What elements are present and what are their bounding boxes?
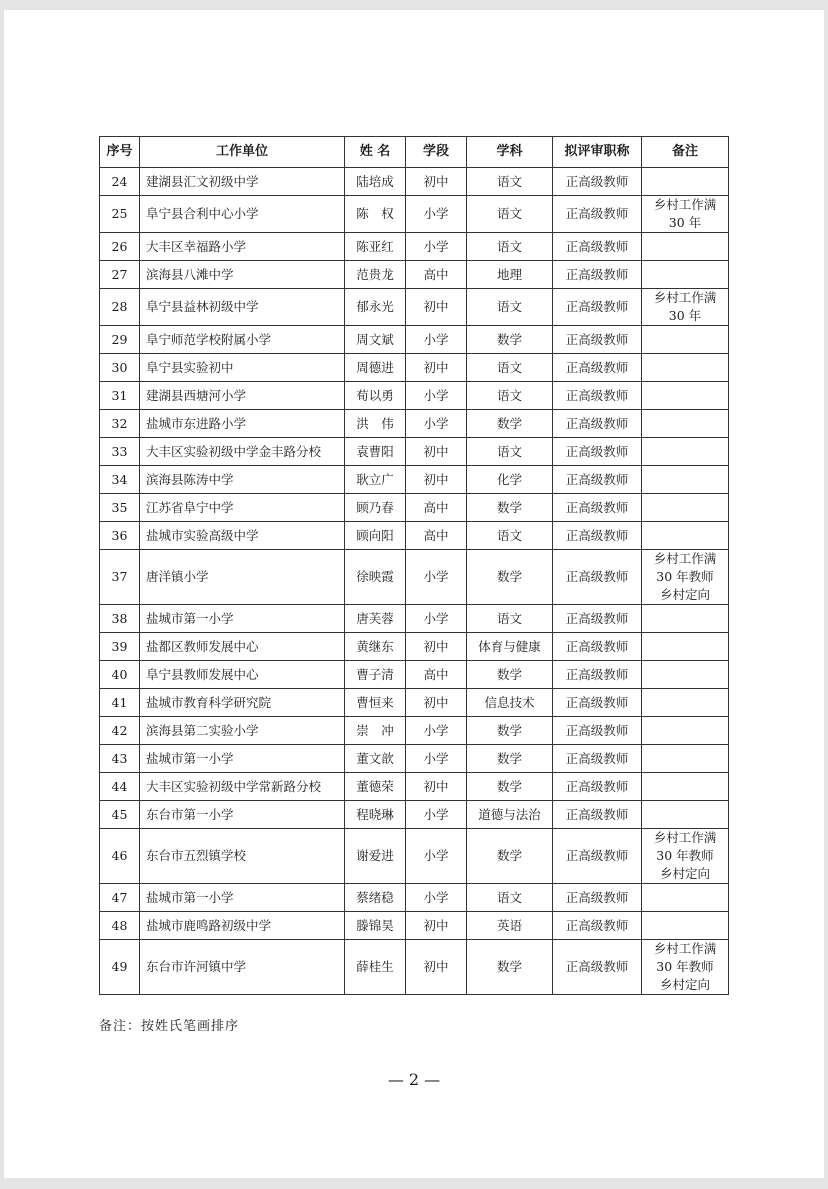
cell-remark: 乡村工作满 30 年教师 乡村定向 [642,550,729,605]
cell-subject: 道德与法治 [467,801,553,829]
cell-proposed-title: 正高级教师 [553,289,642,326]
cell-name: 郁永光 [345,289,406,326]
cell-proposed-title: 正高级教师 [553,912,642,940]
cell-name: 耿立广 [345,466,406,494]
cell-work-unit: 大丰区实验初级中学金丰路分校 [140,438,345,466]
cell-proposed-title: 正高级教师 [553,354,642,382]
cell-serial-number: 35 [100,494,140,522]
cell-serial-number: 47 [100,884,140,912]
cell-proposed-title: 正高级教师 [553,717,642,745]
cell-remark [642,261,729,289]
cell-serial-number: 39 [100,633,140,661]
cell-proposed-title: 正高级教师 [553,438,642,466]
cell-school-stage: 初中 [406,773,467,801]
cell-subject: 信息技术 [467,689,553,717]
cell-work-unit: 东台市五烈镇学校 [140,829,345,884]
cell-remark [642,410,729,438]
cell-work-unit: 滨海县陈涛中学 [140,466,345,494]
cell-name: 陆培成 [345,168,406,196]
table-row [100,745,729,773]
cell-remark [642,466,729,494]
cell-proposed-title: 正高级教师 [553,550,642,605]
cell-school-stage: 小学 [406,326,467,354]
cell-work-unit: 盐城市实验高级中学 [140,522,345,550]
cell-name: 崇 冲 [345,717,406,745]
cell-work-unit: 建湖县汇文初级中学 [140,168,345,196]
table-row [100,605,729,633]
cell-proposed-title: 正高级教师 [553,801,642,829]
cell-serial-number: 49 [100,940,140,995]
cell-remark [642,633,729,661]
cell-name: 范贵龙 [345,261,406,289]
table-row [100,661,729,689]
cell-remark [642,522,729,550]
cell-name: 蔡绪稳 [345,884,406,912]
cell-work-unit: 东台市许河镇中学 [140,940,345,995]
cell-remark: 乡村工作满 30 年 [642,289,729,326]
cell-name: 徐映霞 [345,550,406,605]
table-body [100,168,729,995]
cell-school-stage: 初中 [406,466,467,494]
cell-serial-number: 26 [100,233,140,261]
header-proposed-title: 拟评审职称 [553,137,642,168]
cell-proposed-title: 正高级教师 [553,466,642,494]
cell-subject: 数学 [467,494,553,522]
cell-subject: 体育与健康 [467,633,553,661]
cell-work-unit: 盐城市鹿鸣路初级中学 [140,912,345,940]
cell-serial-number: 24 [100,168,140,196]
cell-serial-number: 43 [100,745,140,773]
cell-proposed-title: 正高级教师 [553,884,642,912]
cell-work-unit: 盐城市第一小学 [140,745,345,773]
table-row [100,717,729,745]
cell-school-stage: 初中 [406,354,467,382]
cell-subject: 语文 [467,233,553,261]
cell-proposed-title: 正高级教师 [553,233,642,261]
cell-serial-number: 45 [100,801,140,829]
cell-work-unit: 大丰区幸福路小学 [140,233,345,261]
cell-name: 唐芙蓉 [345,605,406,633]
header-subject: 学科 [467,137,553,168]
cell-subject: 数学 [467,940,553,995]
cell-school-stage: 高中 [406,494,467,522]
cell-serial-number: 36 [100,522,140,550]
cell-remark [642,494,729,522]
table-row [100,494,729,522]
cell-work-unit: 盐城市东进路小学 [140,410,345,438]
cell-proposed-title: 正高级教师 [553,168,642,196]
cell-work-unit: 盐城市第一小学 [140,605,345,633]
table-row [100,801,729,829]
cell-remark [642,168,729,196]
footnote: 备注：按姓氏笔画排序 [99,1019,240,1034]
cell-subject: 语文 [467,354,553,382]
table-row [100,326,729,354]
cell-proposed-title: 正高级教师 [553,633,642,661]
cell-work-unit: 阜宁县实验初中 [140,354,345,382]
cell-work-unit: 江苏省阜宁中学 [140,494,345,522]
cell-school-stage: 初中 [406,289,467,326]
cell-name: 顾乃春 [345,494,406,522]
cell-name: 黄继东 [345,633,406,661]
header-name: 姓 名 [345,137,406,168]
cell-serial-number: 41 [100,689,140,717]
cell-proposed-title: 正高级教师 [553,382,642,410]
cell-serial-number: 40 [100,661,140,689]
cell-subject: 语文 [467,196,553,233]
table-row [100,410,729,438]
table-row [100,633,729,661]
cell-name: 周德进 [345,354,406,382]
cell-subject: 语文 [467,605,553,633]
cell-subject: 英语 [467,912,553,940]
header-work-unit: 工作单位 [140,137,345,168]
table-row [100,438,729,466]
table-row [100,912,729,940]
cell-subject: 语文 [467,382,553,410]
cell-school-stage: 高中 [406,661,467,689]
table-row [100,289,729,326]
table-header-row [100,137,729,168]
document-page [4,10,824,1178]
cell-name: 董文歆 [345,745,406,773]
cell-work-unit: 盐城市第一小学 [140,884,345,912]
cell-subject: 数学 [467,661,553,689]
cell-work-unit: 阜宁师范学校附属小学 [140,326,345,354]
cell-school-stage: 初中 [406,168,467,196]
cell-serial-number: 30 [100,354,140,382]
cell-proposed-title: 正高级教师 [553,940,642,995]
table-row [100,550,729,605]
cell-school-stage: 小学 [406,550,467,605]
cell-name: 陈 权 [345,196,406,233]
cell-school-stage: 初中 [406,912,467,940]
cell-proposed-title: 正高级教师 [553,661,642,689]
cell-remark [642,326,729,354]
cell-remark [642,438,729,466]
cell-name: 荀以勇 [345,382,406,410]
cell-remark: 乡村工作满 30 年教师 乡村定向 [642,829,729,884]
table-row [100,522,729,550]
cell-serial-number: 29 [100,326,140,354]
cell-work-unit: 盐城市教育科学研究院 [140,689,345,717]
cell-serial-number: 32 [100,410,140,438]
cell-school-stage: 小学 [406,233,467,261]
cell-work-unit: 阜宁县益林初级中学 [140,289,345,326]
cell-school-stage: 小学 [406,196,467,233]
cell-subject: 地理 [467,261,553,289]
cell-school-stage: 高中 [406,522,467,550]
cell-work-unit: 盐都区教师发展中心 [140,633,345,661]
cell-school-stage: 小学 [406,717,467,745]
cell-serial-number: 46 [100,829,140,884]
cell-name: 周文斌 [345,326,406,354]
cell-serial-number: 34 [100,466,140,494]
cell-school-stage: 初中 [406,633,467,661]
cell-work-unit: 滨海县八滩中学 [140,261,345,289]
cell-subject: 数学 [467,410,553,438]
table-row [100,261,729,289]
cell-proposed-title: 正高级教师 [553,605,642,633]
table-row [100,689,729,717]
cell-school-stage: 初中 [406,940,467,995]
cell-subject: 数学 [467,773,553,801]
cell-name: 薛桂生 [345,940,406,995]
cell-proposed-title: 正高级教师 [553,689,642,717]
cell-work-unit: 唐洋镇小学 [140,550,345,605]
cell-subject: 语文 [467,884,553,912]
cell-remark [642,689,729,717]
cell-school-stage: 小学 [406,605,467,633]
cell-subject: 数学 [467,717,553,745]
cell-serial-number: 25 [100,196,140,233]
cell-remark: 乡村工作满 30 年 [642,196,729,233]
cell-serial-number: 42 [100,717,140,745]
table-row [100,354,729,382]
candidate-table [99,136,729,995]
cell-subject: 语文 [467,168,553,196]
cell-remark [642,717,729,745]
cell-serial-number: 37 [100,550,140,605]
cell-serial-number: 44 [100,773,140,801]
cell-school-stage: 小学 [406,745,467,773]
table-row [100,773,729,801]
cell-proposed-title: 正高级教师 [553,829,642,884]
cell-remark [642,773,729,801]
cell-school-stage: 小学 [406,382,467,410]
table-row [100,884,729,912]
cell-subject: 语文 [467,289,553,326]
cell-school-stage: 小学 [406,801,467,829]
table-row [100,233,729,261]
cell-proposed-title: 正高级教师 [553,410,642,438]
cell-proposed-title: 正高级教师 [553,326,642,354]
cell-subject: 数学 [467,745,553,773]
cell-subject: 化学 [467,466,553,494]
cell-school-stage: 小学 [406,410,467,438]
cell-proposed-title: 正高级教师 [553,261,642,289]
cell-proposed-title: 正高级教师 [553,196,642,233]
table-row [100,196,729,233]
cell-remark [642,233,729,261]
table-row [100,168,729,196]
cell-work-unit: 阜宁县合利中心小学 [140,196,345,233]
cell-serial-number: 33 [100,438,140,466]
cell-remark [642,912,729,940]
cell-school-stage: 小学 [406,829,467,884]
header-school-stage: 学段 [406,137,467,168]
cell-remark [642,354,729,382]
header-remarks: 备注 [642,137,729,168]
cell-remark [642,801,729,829]
header-serial-number: 序号 [100,137,140,168]
cell-subject: 数学 [467,829,553,884]
cell-name: 陈亚红 [345,233,406,261]
cell-proposed-title: 正高级教师 [553,773,642,801]
cell-name: 程晓琳 [345,801,406,829]
cell-subject: 语文 [467,438,553,466]
table-row [100,382,729,410]
cell-serial-number: 48 [100,912,140,940]
cell-subject: 语文 [467,522,553,550]
cell-remark [642,605,729,633]
cell-name: 洪 伟 [345,410,406,438]
cell-name: 董德荣 [345,773,406,801]
cell-serial-number: 38 [100,605,140,633]
cell-serial-number: 28 [100,289,140,326]
cell-name: 曹恒来 [345,689,406,717]
page-number: — 2 — [387,1070,441,1089]
cell-school-stage: 初中 [406,689,467,717]
cell-name: 袁曹阳 [345,438,406,466]
table-row [100,940,729,995]
cell-remark [642,661,729,689]
cell-remark [642,884,729,912]
cell-serial-number: 31 [100,382,140,410]
cell-name: 滕锦昊 [345,912,406,940]
cell-school-stage: 高中 [406,261,467,289]
cell-proposed-title: 正高级教师 [553,522,642,550]
cell-work-unit: 建湖县西塘河小学 [140,382,345,410]
cell-remark [642,745,729,773]
cell-work-unit: 东台市第一小学 [140,801,345,829]
cell-remark: 乡村工作满 30 年教师 乡村定向 [642,940,729,995]
cell-serial-number: 27 [100,261,140,289]
cell-name: 顾向阳 [345,522,406,550]
table-row [100,829,729,884]
cell-subject: 数学 [467,326,553,354]
cell-school-stage: 初中 [406,438,467,466]
cell-school-stage: 小学 [406,884,467,912]
cell-name: 谢爱进 [345,829,406,884]
cell-proposed-title: 正高级教师 [553,745,642,773]
cell-work-unit: 阜宁县教师发展中心 [140,661,345,689]
cell-name: 曹子清 [345,661,406,689]
cell-subject: 数学 [467,550,553,605]
cell-work-unit: 滨海县第二实验小学 [140,717,345,745]
cell-work-unit: 大丰区实验初级中学常新路分校 [140,773,345,801]
cell-proposed-title: 正高级教师 [553,494,642,522]
table-row [100,466,729,494]
cell-remark [642,382,729,410]
